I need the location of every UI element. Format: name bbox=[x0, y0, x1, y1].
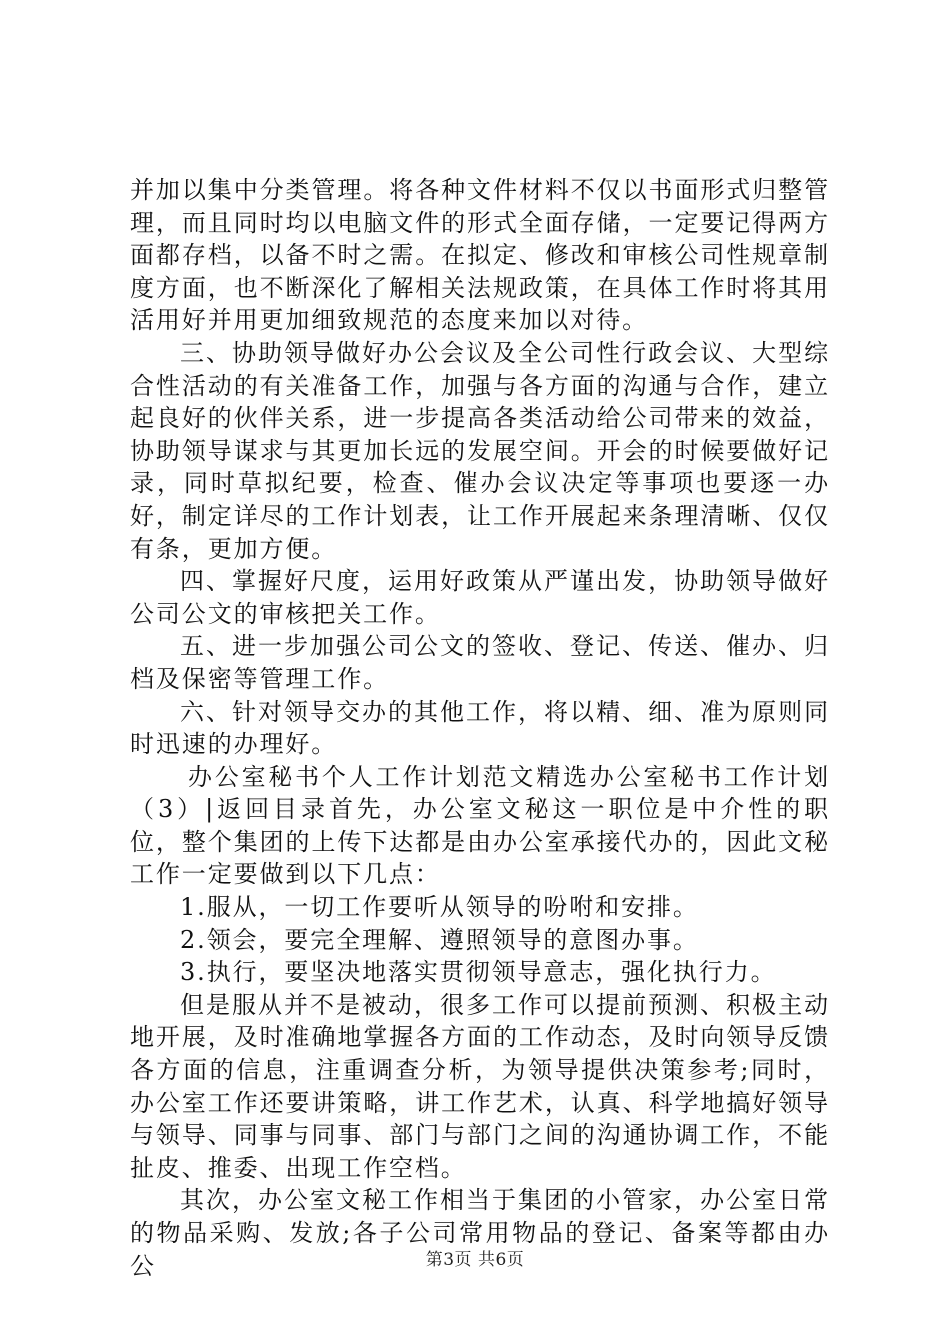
paragraph-item-4: 四、掌握好尺度，运用好政策从严谨出发，协助领导做好公司公文的审核把关工作。 bbox=[130, 567, 830, 628]
paragraph-proactive: 但是服从并不是被动，很多工作可以提前预测、积极主动地开展，及时准确地掌握各方面的工作动态，及时向领导反馈各方面的信息，注重调查分析，为领导提供决策参考;同时，办公室工作还要讲策略，讲工作艺术，认真、科学地搞好领导与领导、同事与同事、部门与部门之间的沟通协调工作，不能扯皮、推委、出现工作空档。 bbox=[130, 990, 830, 1182]
paragraph-secondly: 其次，办公室文秘工作相当于集团的小管家，办公室日常的物品采购、发放;各子公司常用物品的登记、备案等都由办公 bbox=[130, 1186, 830, 1280]
paragraph-item-5: 五、进一步加强公司公文的签收、登记、传送、催办、归档及保密等管理工作。 bbox=[130, 632, 830, 693]
paragraph-item-3: 三、协助领导做好办公会议及全公司性行政会议、大型综合性活动的有关准备工作，加强与各方面的沟通与合作，建立起良好的伙伴关系，进一步提高各类活动给公司带来的效益，协助领导谋求与其更加长远的发展空间。开会的时候要做好记录，同时草拟纪要，检查、催办会议决定等事项也要逐一办好，制定详尽的工作计划表，让工作开展起来条理清晰、仅仅有条，更加方便。 bbox=[130, 338, 830, 563]
paragraph-item-6: 六、针对领导交办的其他工作，将以精、细、准为原则同时迅速的办理好。 bbox=[130, 697, 830, 759]
list-item-execute: 3.执行，要坚决地落实贯彻领导意志，强化执行力。 bbox=[180, 958, 777, 987]
section-heading-paragraph: 办公室秘书个人工作计划范文精选办公室秘书工作计划（3）|返回目录首先，办公室文秘这一职位是中介性的职位，整个集团的上传下达都是由办公室承接代办的，因此文秘工作一定要做到以下几点： bbox=[130, 762, 830, 889]
document-body bbox=[130, 174, 830, 1282]
paragraph-continuation: 并加以集中分类管理。将各种文件材料不仅以书面形式归整管理，而且同时均以电脑文件的形式全面存储，一定要记得两方面都存档，以备不时之需。在拟定、修改和审核公司性规章制度方面，也不断深化了解相关法规政策，在具体工作时将其用活用好并用更加细致规范的态度来加以对待。 bbox=[130, 176, 830, 335]
page-number-footer: 第3页 共6页 bbox=[425, 1250, 525, 1270]
list-item-obey: 1.服从，一切工作要听从领导的吩咐和安排。 bbox=[180, 893, 699, 922]
list-item-understand: 2.领会，要完全理解、遵照领导的意图办事。 bbox=[180, 925, 699, 954]
